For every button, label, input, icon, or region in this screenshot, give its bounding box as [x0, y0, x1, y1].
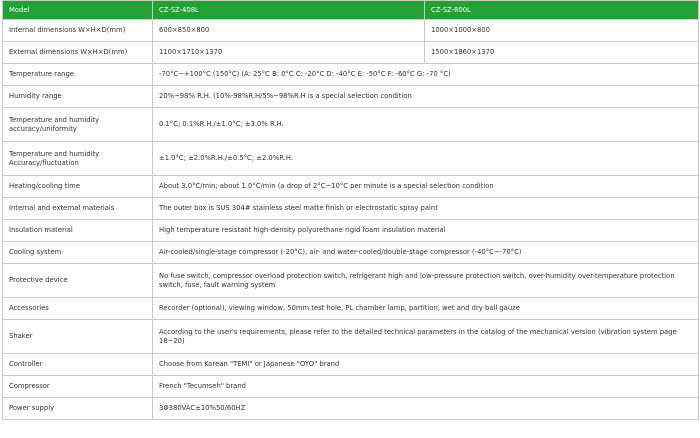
row-value-800l: 1000×1000×800 — [425, 20, 699, 42]
row-label: Internal and external materials — [3, 198, 153, 220]
table-row — [3, 398, 699, 420]
row-value: Air-cooled/single-stage compressor (-20°C), air- and water-cooled/double-stage compressor (-40°C~-70°C) — [153, 242, 699, 264]
table-row — [3, 376, 699, 398]
row-label: Temperature and humidity accuracy/uniformity — [3, 108, 153, 142]
row-value: Choose from Korean "TEMI" or Japanese "OYO" brand — [153, 354, 699, 376]
row-value: 3Φ380VAC±10%50/60HZ — [153, 398, 699, 420]
row-value: French "Tecumseh" brand — [153, 376, 699, 398]
table-row — [3, 108, 699, 142]
row-value: 20%~98% R.H. (10%-98%R.H/5%~98%R.H is a special selection condition — [153, 86, 699, 108]
table-row — [3, 242, 699, 264]
table-row — [3, 264, 699, 298]
row-value-408l: 600×850×800 — [153, 20, 425, 42]
table-row — [3, 142, 699, 176]
row-value-408l: 1100×1710×1370 — [153, 42, 425, 64]
table-row — [3, 42, 699, 64]
row-value: High temperature resistant high-density polyurethane rigid foam insulation material — [153, 220, 699, 242]
row-value: 0.1°C; 0.1%R.H./±1.0°C; ±3.0% R.H. — [153, 108, 699, 142]
row-label: External dimensions W×H×D(mm) — [3, 42, 153, 64]
row-label: Temperature and humidity Accuracy/fluctuation — [3, 142, 153, 176]
table-row — [3, 354, 699, 376]
table-row — [3, 198, 699, 220]
row-value: The outer box is SUS 304# stainless steel matte finish or electrostatic spray paint — [153, 198, 699, 220]
row-label: Compressor — [3, 376, 153, 398]
row-value: According to the user's requirements, please refer to the detailed technical parameters in the catalog of the mechanical version (vibration system page 18~20) — [153, 320, 699, 354]
row-value-800l: 1500×1860×1370 — [425, 42, 699, 64]
row-label: Protective device — [3, 264, 153, 298]
row-label: Temperature range — [3, 64, 153, 86]
row-value: Recorder (optional), viewing window, 50mm test hole, PL chamber lamp, partition, wet and dry ball gauze — [153, 298, 699, 320]
row-label: Cooling system — [3, 242, 153, 264]
row-value: -70°C~+100°C (150°C) (A: 25°C B: 0°C C: -20°C D: -40°C E: -50°C F: -60°C G: -70 °C) — [153, 64, 699, 86]
table-row — [3, 220, 699, 242]
table-row — [3, 320, 699, 354]
header-model: Model — [3, 1, 153, 20]
table-row — [3, 20, 699, 42]
header-model-408l: CZ-SZ-408L — [153, 1, 425, 20]
table-header-row — [3, 1, 699, 20]
table-row — [3, 176, 699, 198]
row-label: Humidity range — [3, 86, 153, 108]
row-label: Accessories — [3, 298, 153, 320]
table-row — [3, 298, 699, 320]
row-label: Controller — [3, 354, 153, 376]
row-label: Insulation material — [3, 220, 153, 242]
table-row — [3, 86, 699, 108]
row-label: Power supply — [3, 398, 153, 420]
spec-table — [2, 0, 699, 420]
row-label: Shaker — [3, 320, 153, 354]
row-value: No fuse switch, compressor overload protection switch, refrigerant high and low-pressure protection switch, over-humidity over-temperature protection switch, fuse, fault warning system — [153, 264, 699, 298]
header-model-800l: CZ-SZ-800L — [425, 1, 699, 20]
row-label: Internal dimensions W×H×D(mm) — [3, 20, 153, 42]
row-value: ±1.0°C; ±2.0%R.H./±0.5°C; ±2.0%R.H. — [153, 142, 699, 176]
table-row — [3, 64, 699, 86]
row-value: About 3.0°C/min; about 1.0°C/min (a drop of 2°C~10°C per minute is a special selection condition — [153, 176, 699, 198]
row-label: Heating/cooling time — [3, 176, 153, 198]
